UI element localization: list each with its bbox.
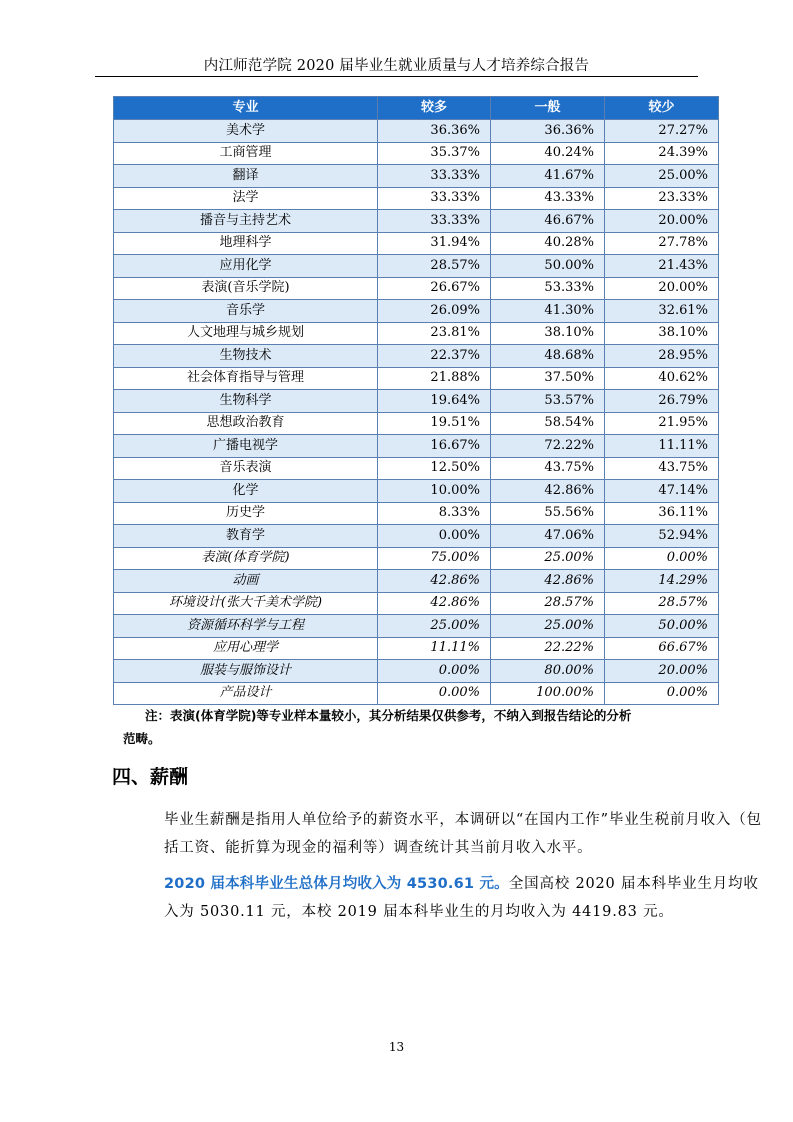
salary-satisfaction-table bbox=[113, 96, 719, 705]
cell-normal: 55.56% bbox=[491, 502, 605, 525]
page-header-title: 内江师范学院 2020 届毕业生就业质量与人才培养综合报告 bbox=[203, 58, 590, 74]
cell-less: 27.78% bbox=[605, 232, 719, 255]
column-header-normal: 一般 bbox=[491, 97, 605, 120]
table-row bbox=[114, 390, 719, 413]
table-row bbox=[114, 525, 719, 548]
cell-less: 50.00% bbox=[605, 615, 719, 638]
cell-less: 11.11% bbox=[605, 435, 719, 458]
cell-major: 地理科学 bbox=[114, 232, 378, 255]
cell-normal: 53.57% bbox=[491, 390, 605, 413]
paragraph-salary-definition: 毕业生薪酬是指用人单位给予的薪资水平，本调研以“在国内工作”毕业生税前月收入（包括工资、能折算为现金的福利等）调查统计其当前月收入水平。 bbox=[164, 812, 762, 856]
table-row bbox=[114, 142, 719, 165]
cell-major: 法学 bbox=[114, 187, 378, 210]
cell-more: 16.67% bbox=[378, 435, 491, 458]
cell-less: 21.95% bbox=[605, 412, 719, 435]
cell-normal: 46.67% bbox=[491, 210, 605, 233]
table-row bbox=[114, 165, 719, 188]
cell-normal: 100.00% bbox=[491, 682, 605, 705]
table-row bbox=[114, 277, 719, 300]
cell-normal: 47.06% bbox=[491, 525, 605, 548]
cell-normal: 43.75% bbox=[491, 457, 605, 480]
cell-less: 52.94% bbox=[605, 525, 719, 548]
cell-more: 42.86% bbox=[378, 570, 491, 593]
table-row bbox=[114, 682, 719, 705]
cell-more: 33.33% bbox=[378, 187, 491, 210]
table-row bbox=[114, 255, 719, 278]
column-header-less: 较少 bbox=[605, 97, 719, 120]
cell-major: 生物技术 bbox=[114, 345, 378, 368]
cell-major: 音乐学 bbox=[114, 300, 378, 323]
cell-normal: 37.50% bbox=[491, 367, 605, 390]
cell-major: 翻译 bbox=[114, 165, 378, 188]
cell-normal: 80.00% bbox=[491, 660, 605, 683]
cell-normal: 48.68% bbox=[491, 345, 605, 368]
cell-major: 教育学 bbox=[114, 525, 378, 548]
cell-major: 人文地理与城乡规划 bbox=[114, 322, 378, 345]
cell-more: 19.51% bbox=[378, 412, 491, 435]
cell-major: 资源循环科学与工程 bbox=[114, 615, 378, 638]
table-row bbox=[114, 547, 719, 570]
column-header-major: 专业 bbox=[114, 97, 378, 120]
page-number: 13 bbox=[388, 1040, 405, 1054]
cell-more: 0.00% bbox=[378, 525, 491, 548]
table-row bbox=[114, 120, 719, 143]
table-row bbox=[114, 502, 719, 525]
cell-normal: 41.67% bbox=[491, 165, 605, 188]
cell-more: 31.94% bbox=[378, 232, 491, 255]
section-heading: 四、薪酬 bbox=[112, 766, 189, 788]
cell-less: 28.57% bbox=[605, 592, 719, 615]
table-row bbox=[114, 637, 719, 660]
cell-more: 26.09% bbox=[378, 300, 491, 323]
table-row bbox=[114, 615, 719, 638]
salary-comparison-text: 全国高校 2020 届本科毕业生月均收入为 5030.11 元，本校 2019 届本科毕业生的月均收入为 4419.83 元。 bbox=[164, 876, 759, 920]
cell-major: 产品设计 bbox=[114, 682, 378, 705]
cell-major: 表演(体育学院) bbox=[114, 547, 378, 570]
cell-major: 广播电视学 bbox=[114, 435, 378, 458]
cell-major: 美术学 bbox=[114, 120, 378, 143]
cell-major: 工商管理 bbox=[114, 142, 378, 165]
cell-more: 22.37% bbox=[378, 345, 491, 368]
cell-normal: 28.57% bbox=[491, 592, 605, 615]
cell-more: 19.64% bbox=[378, 390, 491, 413]
cell-less: 20.00% bbox=[605, 210, 719, 233]
cell-normal: 25.00% bbox=[491, 547, 605, 570]
table-row bbox=[114, 592, 719, 615]
cell-normal: 40.24% bbox=[491, 142, 605, 165]
table-row bbox=[114, 480, 719, 503]
cell-normal: 41.30% bbox=[491, 300, 605, 323]
cell-major: 应用化学 bbox=[114, 255, 378, 278]
cell-more: 21.88% bbox=[378, 367, 491, 390]
cell-less: 32.61% bbox=[605, 300, 719, 323]
table-body bbox=[114, 120, 719, 705]
cell-less: 28.95% bbox=[605, 345, 719, 368]
cell-more: 75.00% bbox=[378, 547, 491, 570]
paragraph-salary-summary bbox=[112, 870, 764, 926]
cell-normal: 25.00% bbox=[491, 615, 605, 638]
cell-normal: 50.00% bbox=[491, 255, 605, 278]
cell-less: 66.67% bbox=[605, 637, 719, 660]
cell-more: 23.81% bbox=[378, 322, 491, 345]
cell-more: 8.33% bbox=[378, 502, 491, 525]
table-row bbox=[114, 345, 719, 368]
cell-more: 0.00% bbox=[378, 682, 491, 705]
cell-normal: 42.86% bbox=[491, 480, 605, 503]
cell-major: 表演(音乐学院) bbox=[114, 277, 378, 300]
cell-more: 0.00% bbox=[378, 660, 491, 683]
column-header-more: 较多 bbox=[378, 97, 491, 120]
cell-normal: 38.10% bbox=[491, 322, 605, 345]
cell-more: 36.36% bbox=[378, 120, 491, 143]
cell-normal: 58.54% bbox=[491, 412, 605, 435]
cell-major: 历史学 bbox=[114, 502, 378, 525]
header-divider bbox=[95, 76, 698, 77]
cell-major: 社会体育指导与管理 bbox=[114, 367, 378, 390]
cell-more: 35.37% bbox=[378, 142, 491, 165]
cell-major: 应用心理学 bbox=[114, 637, 378, 660]
cell-more: 26.67% bbox=[378, 277, 491, 300]
cell-more: 33.33% bbox=[378, 210, 491, 233]
table-row bbox=[114, 367, 719, 390]
table-row bbox=[114, 187, 719, 210]
cell-normal: 36.36% bbox=[491, 120, 605, 143]
table-note bbox=[123, 704, 715, 750]
table-header-row bbox=[114, 97, 719, 120]
cell-major: 服装与服饰设计 bbox=[114, 660, 378, 683]
cell-normal: 43.33% bbox=[491, 187, 605, 210]
cell-more: 10.00% bbox=[378, 480, 491, 503]
table-row bbox=[114, 457, 719, 480]
cell-normal: 42.86% bbox=[491, 570, 605, 593]
cell-major: 动画 bbox=[114, 570, 378, 593]
cell-less: 43.75% bbox=[605, 457, 719, 480]
cell-less: 47.14% bbox=[605, 480, 719, 503]
cell-normal: 22.22% bbox=[491, 637, 605, 660]
cell-major: 生物科学 bbox=[114, 390, 378, 413]
salary-highlight: 2020 届本科毕业生总体月均收入为 4530.61 元。 bbox=[164, 876, 509, 892]
cell-normal: 72.22% bbox=[491, 435, 605, 458]
cell-less: 0.00% bbox=[605, 682, 719, 705]
cell-more: 28.57% bbox=[378, 255, 491, 278]
cell-less: 20.00% bbox=[605, 277, 719, 300]
cell-more: 11.11% bbox=[378, 637, 491, 660]
cell-less: 38.10% bbox=[605, 322, 719, 345]
cell-less: 14.29% bbox=[605, 570, 719, 593]
table-row bbox=[114, 570, 719, 593]
cell-less: 36.11% bbox=[605, 502, 719, 525]
table-row bbox=[114, 322, 719, 345]
cell-more: 25.00% bbox=[378, 615, 491, 638]
cell-less: 25.00% bbox=[605, 165, 719, 188]
cell-less: 24.39% bbox=[605, 142, 719, 165]
table-row bbox=[114, 435, 719, 458]
cell-major: 化学 bbox=[114, 480, 378, 503]
cell-less: 20.00% bbox=[605, 660, 719, 683]
cell-more: 42.86% bbox=[378, 592, 491, 615]
cell-more: 33.33% bbox=[378, 165, 491, 188]
cell-less: 23.33% bbox=[605, 187, 719, 210]
table-row bbox=[114, 412, 719, 435]
table-row bbox=[114, 210, 719, 233]
cell-major: 环境设计(张大千美术学院) bbox=[114, 592, 378, 615]
cell-less: 27.27% bbox=[605, 120, 719, 143]
cell-more: 12.50% bbox=[378, 457, 491, 480]
note-line-1: 注：表演(体育学院)等专业样本量较小，其分析结果仅供参考，不纳入到报告结论的分析 bbox=[145, 708, 632, 723]
cell-major: 音乐表演 bbox=[114, 457, 378, 480]
cell-normal: 40.28% bbox=[491, 232, 605, 255]
table-row bbox=[114, 660, 719, 683]
cell-normal: 53.33% bbox=[491, 277, 605, 300]
cell-less: 40.62% bbox=[605, 367, 719, 390]
table-row bbox=[114, 232, 719, 255]
cell-less: 0.00% bbox=[605, 547, 719, 570]
cell-major: 播音与主持艺术 bbox=[114, 210, 378, 233]
table-row bbox=[114, 300, 719, 323]
cell-major: 思想政治教育 bbox=[114, 412, 378, 435]
cell-less: 26.79% bbox=[605, 390, 719, 413]
note-line-2: 范畴。 bbox=[123, 731, 161, 746]
cell-less: 21.43% bbox=[605, 255, 719, 278]
